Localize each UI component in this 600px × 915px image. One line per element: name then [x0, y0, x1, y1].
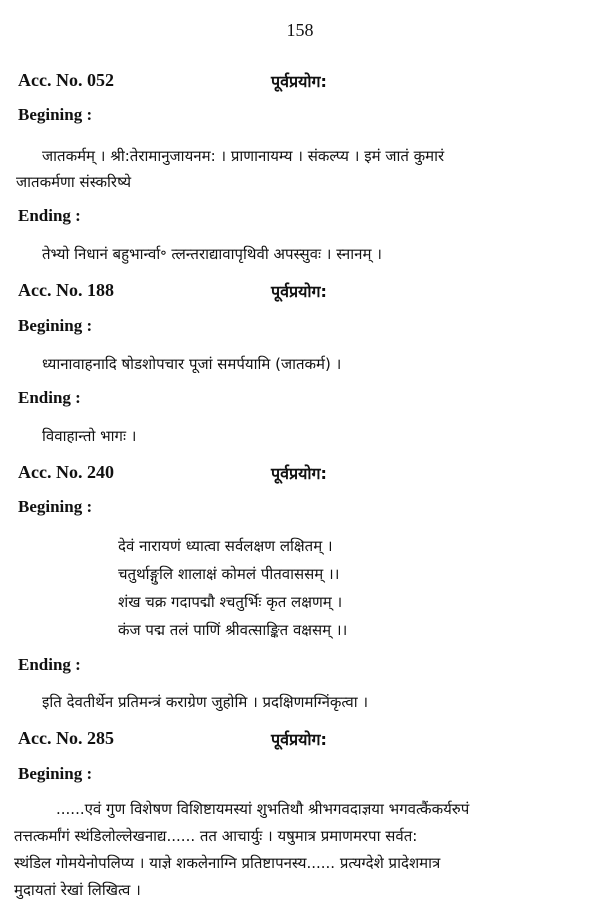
ending-text-line: इति देवतीर्थेन प्रतिमन्त्रं कराग्रेण जुहोमि । प्रदक्षिणमग्निंकृत्वा । [42, 693, 369, 711]
beginning-text-line: जातकर्मणा संस्करिष्ये [16, 173, 132, 191]
acc-number: Acc. No. 188 [18, 280, 114, 300]
entry-188-header [18, 280, 588, 304]
entry-285-header [18, 728, 588, 752]
ending-label: Ending : [18, 655, 81, 674]
entry-title: पूर्वप्रयोग: [271, 72, 327, 91]
beginning-label: Begining : [18, 105, 93, 124]
beginning-paragraph [14, 796, 588, 904]
beginning-label: Begining : [18, 497, 93, 516]
ending-text-line: विवाहान्तो भागः । [42, 427, 137, 445]
entry-title: पूर्वप्रयोग: [271, 730, 327, 749]
verse-line: कंज पद्म तलं पाणिं श्रीवत्साङ्कित वक्षसम् ।। [118, 621, 348, 639]
paragraph-line: तत्तत्कर्मांगं स्थंडिलोल्लेखनाद्य...... तत आचार्युः । यषुमात्र प्रमाणमरपा सर्वत: [14, 827, 418, 845]
entry-title: पूर्वप्रयोग: [271, 464, 327, 483]
verse-line: देवं नारायणं ध्यात्वा सर्वलक्षण लक्षितम् । [118, 537, 333, 555]
ending-label: Ending : [18, 206, 81, 225]
verse-line: शंख चक्र गदापद्मौ श्चतुर्भिः कृत लक्षणम् । [118, 593, 343, 611]
verse-line: चतुर्थाङ्गुलि शालाक्षं कोमलं पीतवाससम् ।। [118, 565, 340, 583]
beginning-label: Begining : [18, 764, 93, 783]
paragraph-line: ......एवं गुण विशेषण विशिष्टायमस्यां शुभतिथौ श्रीभगवदाज्ञया भगवत्कैंकर्यरुपं [56, 800, 470, 818]
beginning-text-line: ध्यानावाहनादि षोडशोपचार पूजां समर्पयामि (जातकर्म) । [42, 355, 342, 373]
page-number: 158 [286, 20, 314, 40]
acc-number: Acc. No. 285 [18, 728, 114, 748]
ending-text-line: तेभ्यो निधानं बहुभार्न्वा॰ त्लन्तराद्यावापृथिवी अपस्सुवः । स्नानम् । [42, 245, 382, 263]
paragraph-line: स्थंडिल गोमयेनोपलिप्य । याज्ञे शकलेनाग्नि प्रतिष्टापनस्य...... प्रत्यग्देशे प्रादेशमात्र [14, 854, 441, 872]
beginning-label: Begining : [18, 316, 93, 335]
ending-label: Ending : [18, 388, 81, 407]
acc-number: Acc. No. 052 [18, 70, 114, 90]
beginning-text-line: जातकर्मम् । श्री:तेरामानुजायनम: । प्राणानायम्य । संकल्प्य । इमं जातं कुमारं [42, 147, 445, 165]
paragraph-line: मुदायतां रेखां लिखित्व । [14, 881, 141, 899]
acc-number: Acc. No. 240 [18, 462, 114, 482]
entry-052-header [18, 70, 588, 94]
entry-title: पूर्वप्रयोग: [271, 282, 327, 301]
entry-240-header [18, 462, 588, 486]
